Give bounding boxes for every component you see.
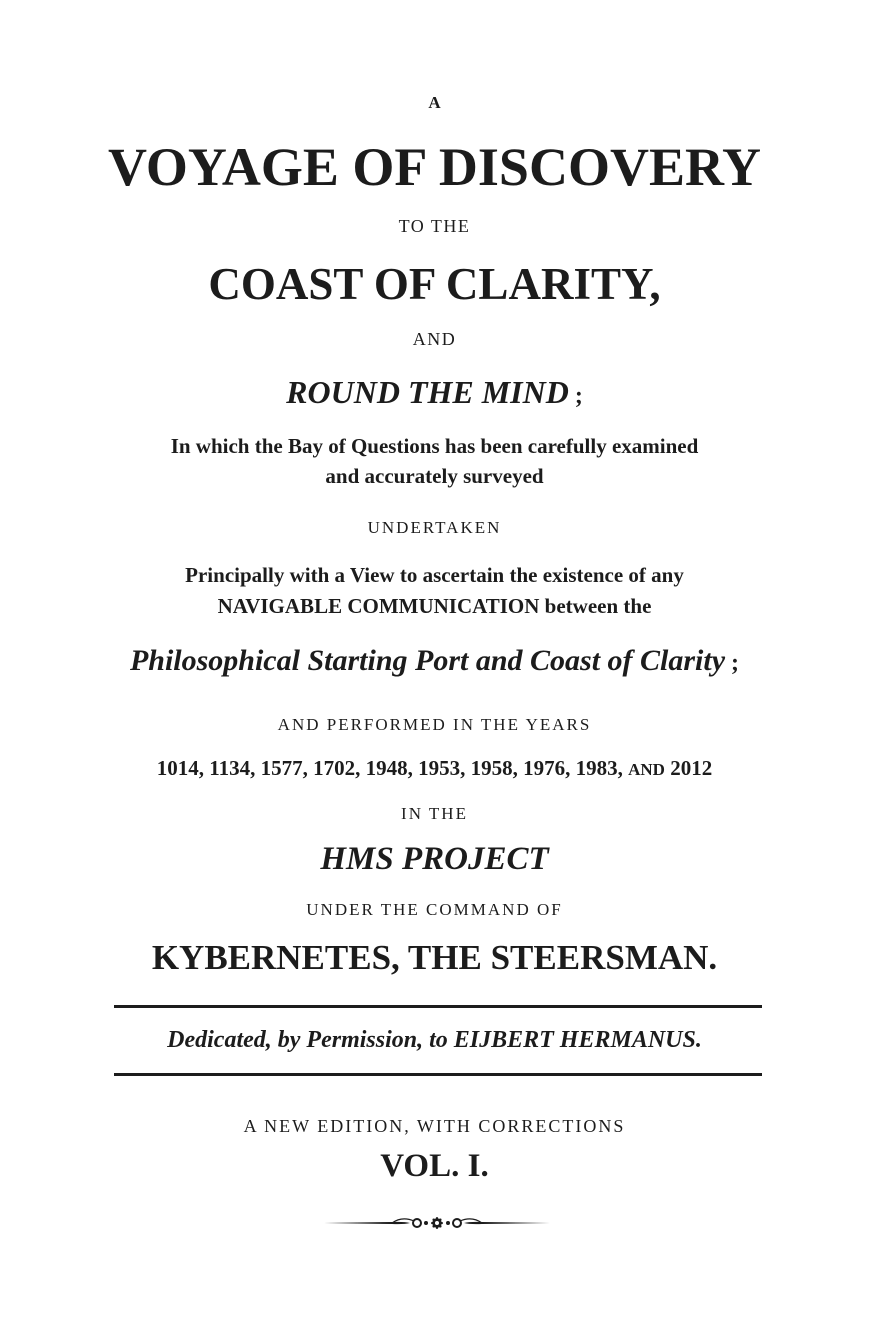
bay-description-line-2: and accurately surveyed [325, 464, 544, 488]
commander-name: KYBERNETES, THE STEERSMAN. [151, 938, 718, 977]
in-the-label: IN THE [401, 804, 468, 823]
fleuron-divider-icon [322, 1210, 552, 1236]
years-and: AND [628, 760, 665, 779]
philosophical-line [0, 646, 869, 676]
philosophical-title: Philosophical Starting Port and Coast of Clarity [129, 644, 726, 677]
round-the-mind-line [0, 376, 869, 408]
edition-label: A NEW EDITION, WITH CORRECTIONS [243, 1116, 626, 1136]
ship-name: HMS PROJECT [320, 841, 549, 877]
bay-description-line-1: In which the Bay of Questions has been carefully examined [170, 434, 699, 458]
round-the-mind-punct: ; [568, 383, 583, 409]
philosophical-punct: ; [725, 650, 740, 676]
performed-label: AND PERFORMED IN THE YEARS [277, 715, 592, 734]
top-rule-divider [114, 1005, 762, 1008]
bottom-rule-divider [114, 1073, 762, 1076]
volume-label: VOL. I. [380, 1148, 489, 1184]
round-the-mind-title: ROUND THE MIND [286, 374, 569, 410]
to-the-label: TO THE [398, 216, 471, 236]
destination-title: COAST OF CLARITY, [208, 259, 661, 309]
dedication-line: Dedicated, by Permission, to EIJBERT HERMANUS. [167, 1027, 702, 1053]
principal-line-2: NAVIGABLE COMMUNICATION between the [217, 594, 652, 618]
years-line [0, 758, 869, 779]
and-label: AND [412, 329, 457, 349]
main-title: VOYAGE OF DISCOVERY [107, 137, 762, 197]
years-list: 1014, 1134, 1577, 1702, 1948, 1953, 1958, 1976, 1983, [156, 756, 623, 780]
principal-line-1: Principally with a View to ascertain the existence of any [185, 563, 684, 587]
undertaken-label: UNDERTAKEN [367, 518, 502, 537]
years-last: 2012 [670, 756, 713, 780]
under-command-label: UNDER THE COMMAND OF [306, 900, 563, 919]
title-article: A [428, 93, 441, 112]
